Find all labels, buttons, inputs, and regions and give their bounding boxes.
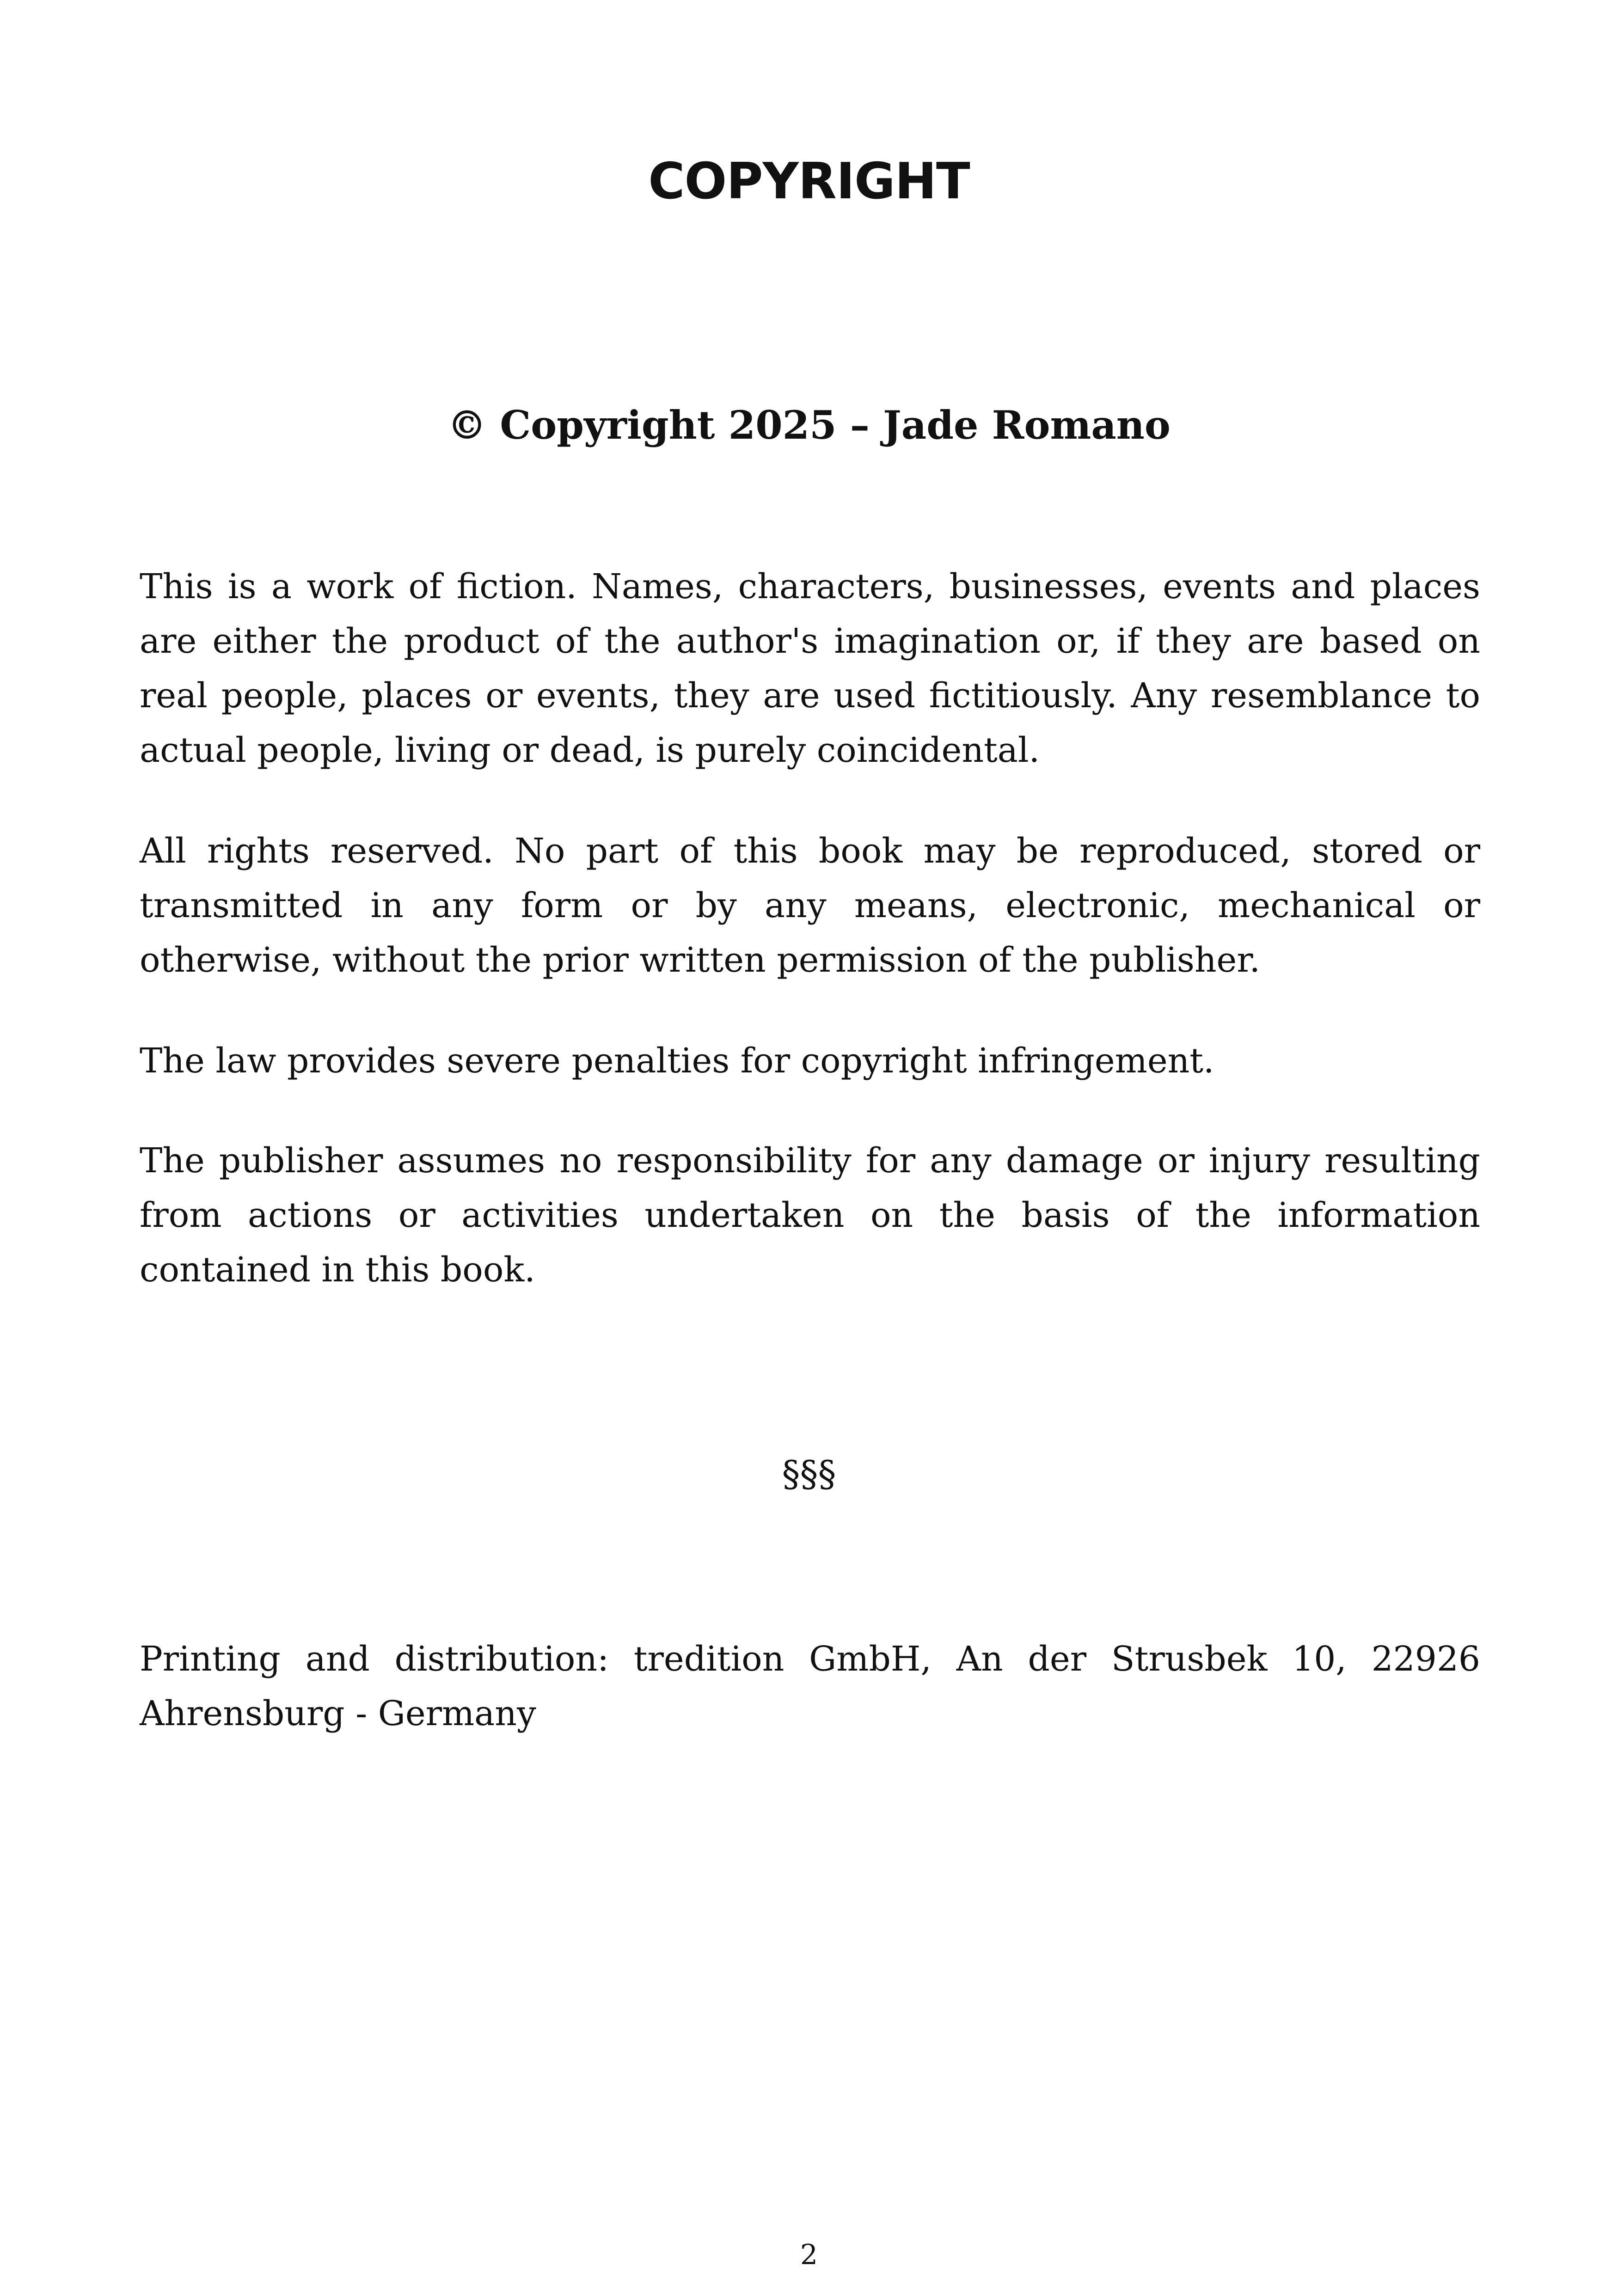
fiction-disclaimer-paragraph: This is a work of fiction. Names, characters, businesses, events and places are either the product of the author's imagination or, if they are based on real people, places or events, they are used fictitiously. Any resemblance to actual people, living or dead, is purely coincidental. bbox=[140, 567, 1480, 770]
liability-disclaimer-paragraph: The publisher assumes no responsibility for any damage or injury resulting from actions or activities undertaken on the basis of the information contained in this book. bbox=[140, 1141, 1480, 1290]
page-title: COPYRIGHT bbox=[648, 153, 970, 210]
copyright-notice: © Copyright 2025 – Jade Romano bbox=[447, 402, 1171, 448]
penalties-paragraph: The law provides severe penalties for copyright infringement. bbox=[140, 1041, 1214, 1081]
printing-distribution-info: Printing and distribution: tredition GmbH, An der Strusbek 10, 22926 Ahrensburg - Germany bbox=[140, 1639, 1480, 1733]
page-number: 2 bbox=[800, 2239, 818, 2271]
section-separator: §§§ bbox=[782, 1453, 836, 1495]
rights-reserved-paragraph: All rights reserved. No part of this book may be reproduced, stored or transmitted in any form or by any means, electronic, mechanical or otherwise, without the prior written permission of the publisher. bbox=[140, 831, 1480, 980]
